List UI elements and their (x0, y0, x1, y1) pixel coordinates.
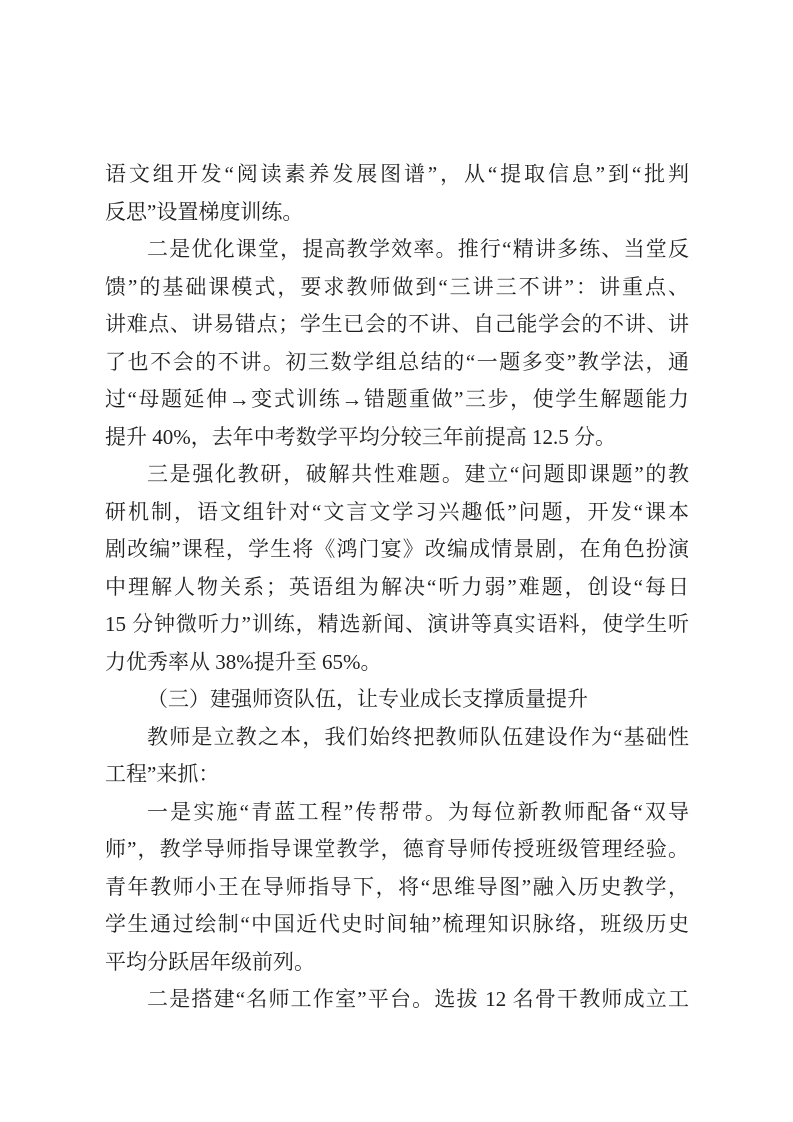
text-line-6: 了也不会的不讲。初三数学组总结的“一题多变”教学法，通 (105, 349, 689, 374)
text-line-9: 三是强化教研，破解共性难题。建立“问题即课题”的教 (147, 462, 689, 486)
text-line-23: 二是搭建“名师工作室”平台。选拔 12 名骨干教师成立工 (147, 987, 689, 1011)
text-line-2: 反思”设置梯度训练。 (105, 199, 304, 224)
text-line-1: 语文组开发“阅读素养发展图谱”，从“提取信息”到“批判 (105, 162, 689, 186)
text-line-20: 青年教师小王在导师指导下，将“思维导图”融入历史教学， (105, 874, 689, 899)
text-line-21: 学生通过绘制“中国近代史时间轴”梳理知识脉络，班级历史 (105, 912, 689, 936)
text-line-22: 平均分跃居年级前列。 (105, 949, 315, 974)
text-line-17: 工程”来抓： (105, 762, 220, 786)
text-line-18: 一是实施“青蓝工程”传帮带。为每位新教师配备“双导 (147, 799, 689, 824)
text-line-3: 二是优化课堂，提高教学效率。推行“精讲多练、当堂反 (147, 237, 689, 261)
text-line-14: 力优秀率从 38%提升至 65%。 (105, 649, 382, 674)
text-line-10: 研机制，语文组针对“文言文学习兴趣低”问题，开发“课本 (105, 499, 689, 524)
text-line-11: 剧改编”课程，学生将《鸿门宴》改编成情景剧，在角色扮演 (105, 537, 689, 561)
text-line-12: 中理解人物关系；英语组为解决“听力弱”难题，创设“每日 (105, 574, 689, 599)
text-line-13: 15 分钟微听力”训练，精选新闻、演讲等真实语料，使学生听 (105, 612, 689, 636)
text-line-16: 教师是立教之本，我们始终把教师队伍建设作为“基础性 (147, 724, 689, 749)
text-line-8: 提升 40%，去年中考数学平均分较三年前提高 12.5 分。 (105, 424, 616, 449)
text-line-5: 讲难点、讲易错点；学生已会的不讲、自己能学会的不讲、讲 (105, 312, 689, 336)
text-line-19: 师”，教学导师指导课堂教学，德育导师传授班级管理经验。 (105, 837, 689, 861)
section-heading: （三）建强师资队伍，让专业成长支撑质量提升 (147, 687, 588, 711)
text-line-7: 过“母题延伸→变式训练→错题重做”三步，使学生解题能力 (105, 387, 689, 411)
text-line-4: 馈”的基础课模式，要求教师做到“三讲三不讲”：讲重点、 (105, 274, 689, 299)
